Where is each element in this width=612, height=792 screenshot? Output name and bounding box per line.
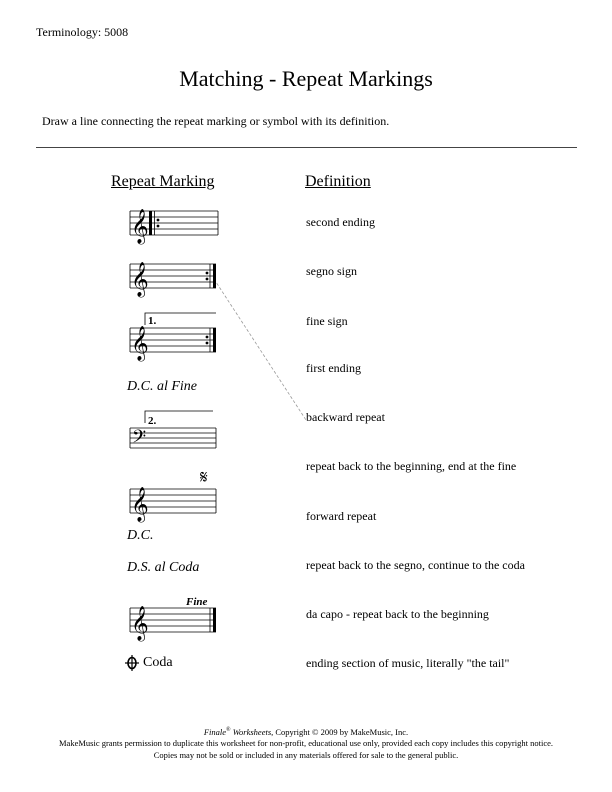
marking-dc: D.C. <box>127 528 154 543</box>
instructions: Draw a line connecting the repeat marking or symbol with its definition. <box>42 114 390 128</box>
footer-copyright: , Copyright © 2009 by MakeMusic, Inc. <box>271 726 409 737</box>
fine-label: Fine <box>186 596 208 608</box>
ending-number-2: 2. <box>148 415 157 427</box>
footer-product-suffix: Worksheets <box>230 726 272 737</box>
treble-clef-icon: 𝄞 <box>131 606 149 641</box>
fine-staff <box>125 592 225 642</box>
copyright-footer <box>0 725 612 761</box>
forward-repeat-staff <box>125 203 225 249</box>
definition-item: second ending <box>306 215 375 229</box>
marking-dc-al-fine: D.C. al Fine <box>127 379 197 394</box>
footer-line-2: MakeMusic grants permission to duplicate this worksheet for non-profit, educational use only, provided each copy includes this copyright notice. <box>59 738 553 749</box>
definition-item: repeat back to the segno, continue to the coda <box>306 558 525 572</box>
treble-clef-icon: 𝄞 <box>131 262 149 297</box>
segno-staff <box>125 465 225 525</box>
treble-clef-icon: 𝄞 <box>131 487 149 522</box>
definition-item: first ending <box>306 361 361 375</box>
column-header-repeat-marking: Repeat Marking <box>111 173 215 190</box>
ending-number-1: 1. <box>148 315 157 327</box>
definition-item: repeat back to the beginning, end at the fine <box>306 459 517 473</box>
footer-reg-mark: ® <box>226 727 231 733</box>
definition-item: forward repeat <box>306 509 377 523</box>
bass-clef-icon: 𝄢 <box>132 427 147 452</box>
column-header-definition: Definition <box>305 173 371 190</box>
marking-ds-al-coda: D.S. al Coda <box>127 560 200 575</box>
coda-icon <box>125 655 141 671</box>
marking-coda: Coda <box>143 655 173 670</box>
first-ending-staff <box>125 310 225 360</box>
definition-item: ending section of music, literally "the tail" <box>306 656 510 670</box>
footer-line-1 <box>0 725 612 738</box>
second-ending-bass-staff <box>125 408 225 456</box>
backward-repeat-staff <box>125 256 225 302</box>
footer-product: Finale <box>203 726 227 737</box>
definition-item: fine sign <box>306 314 348 328</box>
page-title: Matching - Repeat Markings <box>179 66 433 91</box>
treble-clef-icon: 𝄞 <box>131 326 149 361</box>
definition-item: da capo - repeat back to the beginning <box>306 607 489 621</box>
footer-line-3: Copies may not be sold or included in any materials offered for sale to the general public. <box>153 749 459 760</box>
definition-item: segno sign <box>306 264 357 278</box>
worksheet-code: Terminology: 5008 <box>36 25 129 39</box>
definition-item: backward repeat <box>306 410 385 424</box>
treble-clef-icon: 𝄞 <box>131 209 149 244</box>
segno-icon: 𝄋 <box>200 467 208 488</box>
